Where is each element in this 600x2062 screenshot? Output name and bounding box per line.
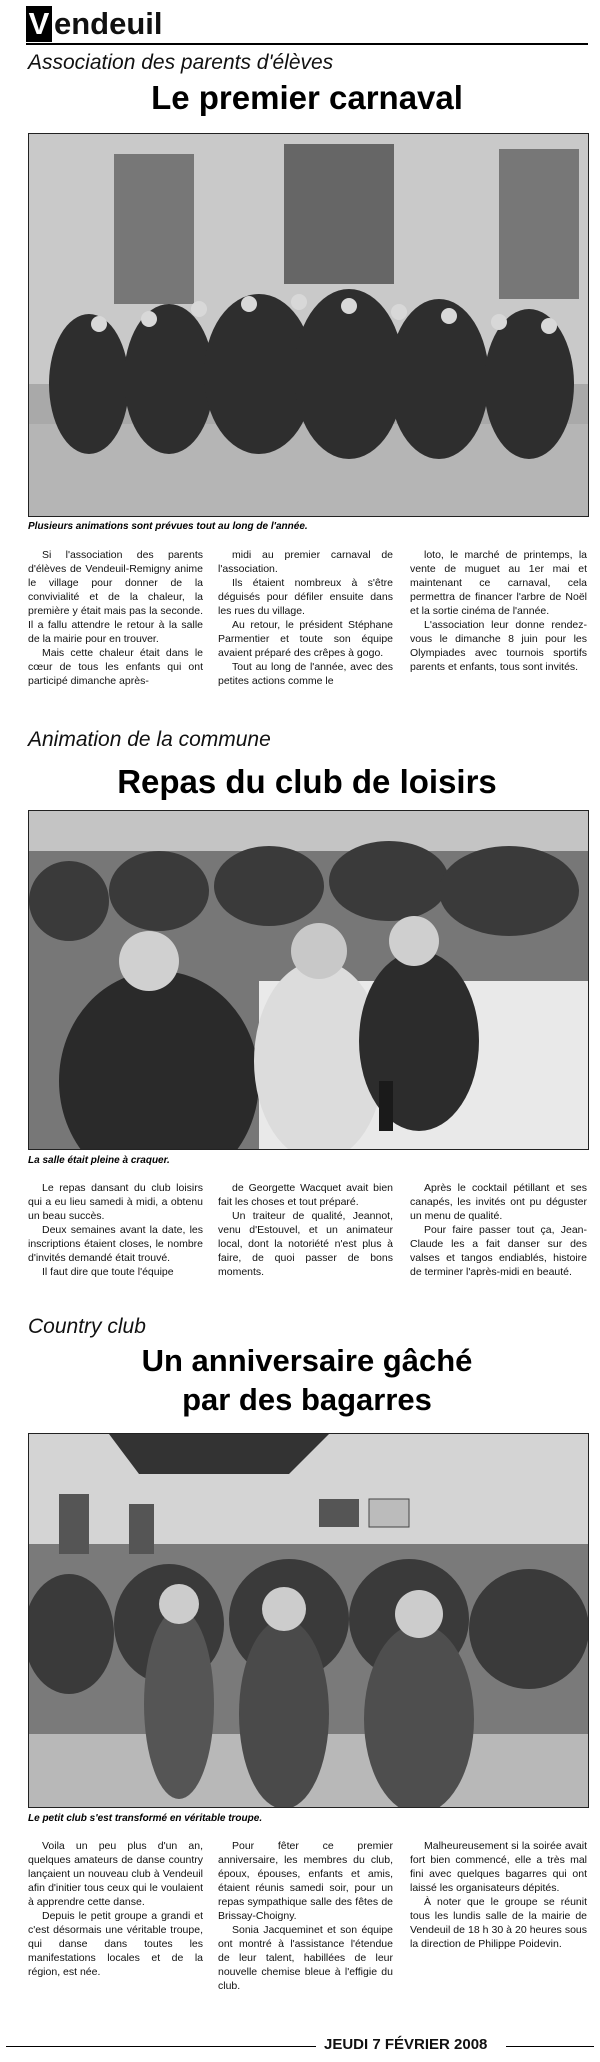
paragraph: Sonia Jacqueminet et son équipe ont montré à l'assistance l'étendue de leur talent, habillées de leur nouvelle chemise bleue à l'effigie du club. [218, 1924, 393, 1992]
paragraph: Voila un peu plus d'un an, quelques amateurs de danse country lançaient un nouveau club à Vendeuil afin d'initier tous ceux qui le voulaient à apprendre cette danse. [28, 1840, 203, 1908]
article1-column-3 [410, 548, 587, 674]
masthead-rule [26, 43, 588, 45]
article2-caption: La salle était pleine à craquer. [28, 1155, 170, 1166]
masthead-initial: V [26, 6, 52, 42]
article2-kicker: Animation de la commune [28, 728, 271, 751]
article2-title: Repas du club de loisirs [117, 763, 497, 800]
footer-rule-left [6, 2046, 316, 2047]
paragraph: Pour fêter ce premier anniversaire, les membres du club, époux, épouses, enfants et amis, étaient réunis samedi soir, pour un repas sympathique salle des fêtes de Brissay-Choigny. [218, 1840, 393, 1922]
article1-column-2 [218, 548, 393, 688]
paragraph: Pour faire passer tout ça, Jean-Claude les a fait danser sur des valses et tangos endiablés, histoire de terminer l'après-midi en beauté. [410, 1224, 587, 1278]
masthead [26, 6, 163, 42]
footer-date: JEUDI 7 FÉVRIER 2008 [324, 2036, 488, 2053]
article1-column-1 [28, 548, 203, 688]
paragraph: midi au premier carnaval de l'association. [218, 549, 393, 575]
paragraph: Après le cocktail pétillant et ses canapés, les invités ont pu déguster un menu de qualité. [410, 1182, 587, 1222]
paragraph: L'association leur donne rendez-vous le dimanche 8 juin pour les Olympiades avec tournois sportifs parents et enfants, tous sont invités. [410, 619, 587, 673]
paragraph: Malheureusement si la soirée avait fort bien commencé, elle a très mal fini avec quelques bagarres qui ont laissé les organisateurs dépités. [410, 1840, 587, 1894]
article3-column-3 [410, 1839, 587, 1951]
article2-column-2 [218, 1181, 393, 1279]
paragraph: Le repas dansant du club loisirs qui a eu lieu samedi à midi, a obtenu un beau succès. [28, 1182, 203, 1222]
article3-title-line-2: par des bagarres [182, 1382, 432, 1417]
article3-title-line-1: Un anniversaire gâché [141, 1343, 473, 1378]
article1-caption: Plusieurs animations sont prévues tout au long de l'année. [28, 521, 308, 532]
paragraph: À noter que le groupe se réunit tous les lundis salle de la mairie de Vendeuil de 18 h 30 à 20 heures sous la direction de Philippe Poidevin. [410, 1896, 587, 1950]
paragraph: Mais cette chaleur était dans le cœur de tous les enfants qui ont participé dimanche après- [28, 647, 203, 687]
article3-photo [28, 1433, 589, 1808]
article3-column-1 [28, 1839, 203, 1979]
article2-column-3 [410, 1181, 587, 1279]
paragraph: Tout au long de l'année, avec des petites actions comme le [218, 661, 393, 687]
article2-photo [28, 810, 589, 1150]
paragraph: Au retour, le président Stéphane Parmentier et toute son équipe avaient préparé des crêpes à gogo. [218, 619, 393, 659]
article3-column-2 [218, 1839, 393, 1993]
paragraph: Depuis le petit groupe a grandi et c'est désormais une véritable troupe, qui danse dans toutes les manifestations locales et de la région, est née. [28, 1910, 203, 1978]
paragraph: Ils étaient nombreux à s'être déguisés pour défiler ensuite dans les rues du village. [218, 577, 393, 617]
masthead-town: endeuil [54, 6, 163, 41]
article3-kicker: Country club [28, 1315, 146, 1338]
article3-caption: Le petit club s'est transformé en véritable troupe. [28, 1813, 263, 1824]
paragraph: Si l'association des parents d'élèves de Vendeuil-Remigny anime le village pour donner de la convivialité et de la chaleur, la première y était mais pas la seconde. Il a fallu attendre le retour à la salle de la mairie pour en trouver. [28, 549, 203, 645]
article2-column-1 [28, 1181, 203, 1279]
article1-title: Le premier carnaval [151, 79, 463, 116]
article1-photo [28, 133, 589, 517]
paragraph: de Georgette Wacquet avait bien fait les choses et tout préparé. [218, 1182, 393, 1208]
paragraph: Il faut dire que toute l'équipe [42, 1266, 174, 1278]
paragraph: Deux semaines avant la date, les inscriptions étaient closes, le nombre d'invités demandé était trouvé. [28, 1224, 203, 1264]
paragraph: loto, le marché de printemps, la vente de muguet au 1er mai et maintenant ce carnaval, cela permettra de financer l'arbre de Noël et la sortie cinéma de l'année. [410, 549, 587, 617]
paragraph: Un traiteur de qualité, Jeannot, venu d'Estouvel, et un animateur local, dont la notoriété n'est plus à faire, de quoi passer de bons moments. [218, 1210, 393, 1278]
footer-rule-right [506, 2046, 594, 2047]
article1-kicker: Association des parents d'élèves [28, 51, 334, 74]
